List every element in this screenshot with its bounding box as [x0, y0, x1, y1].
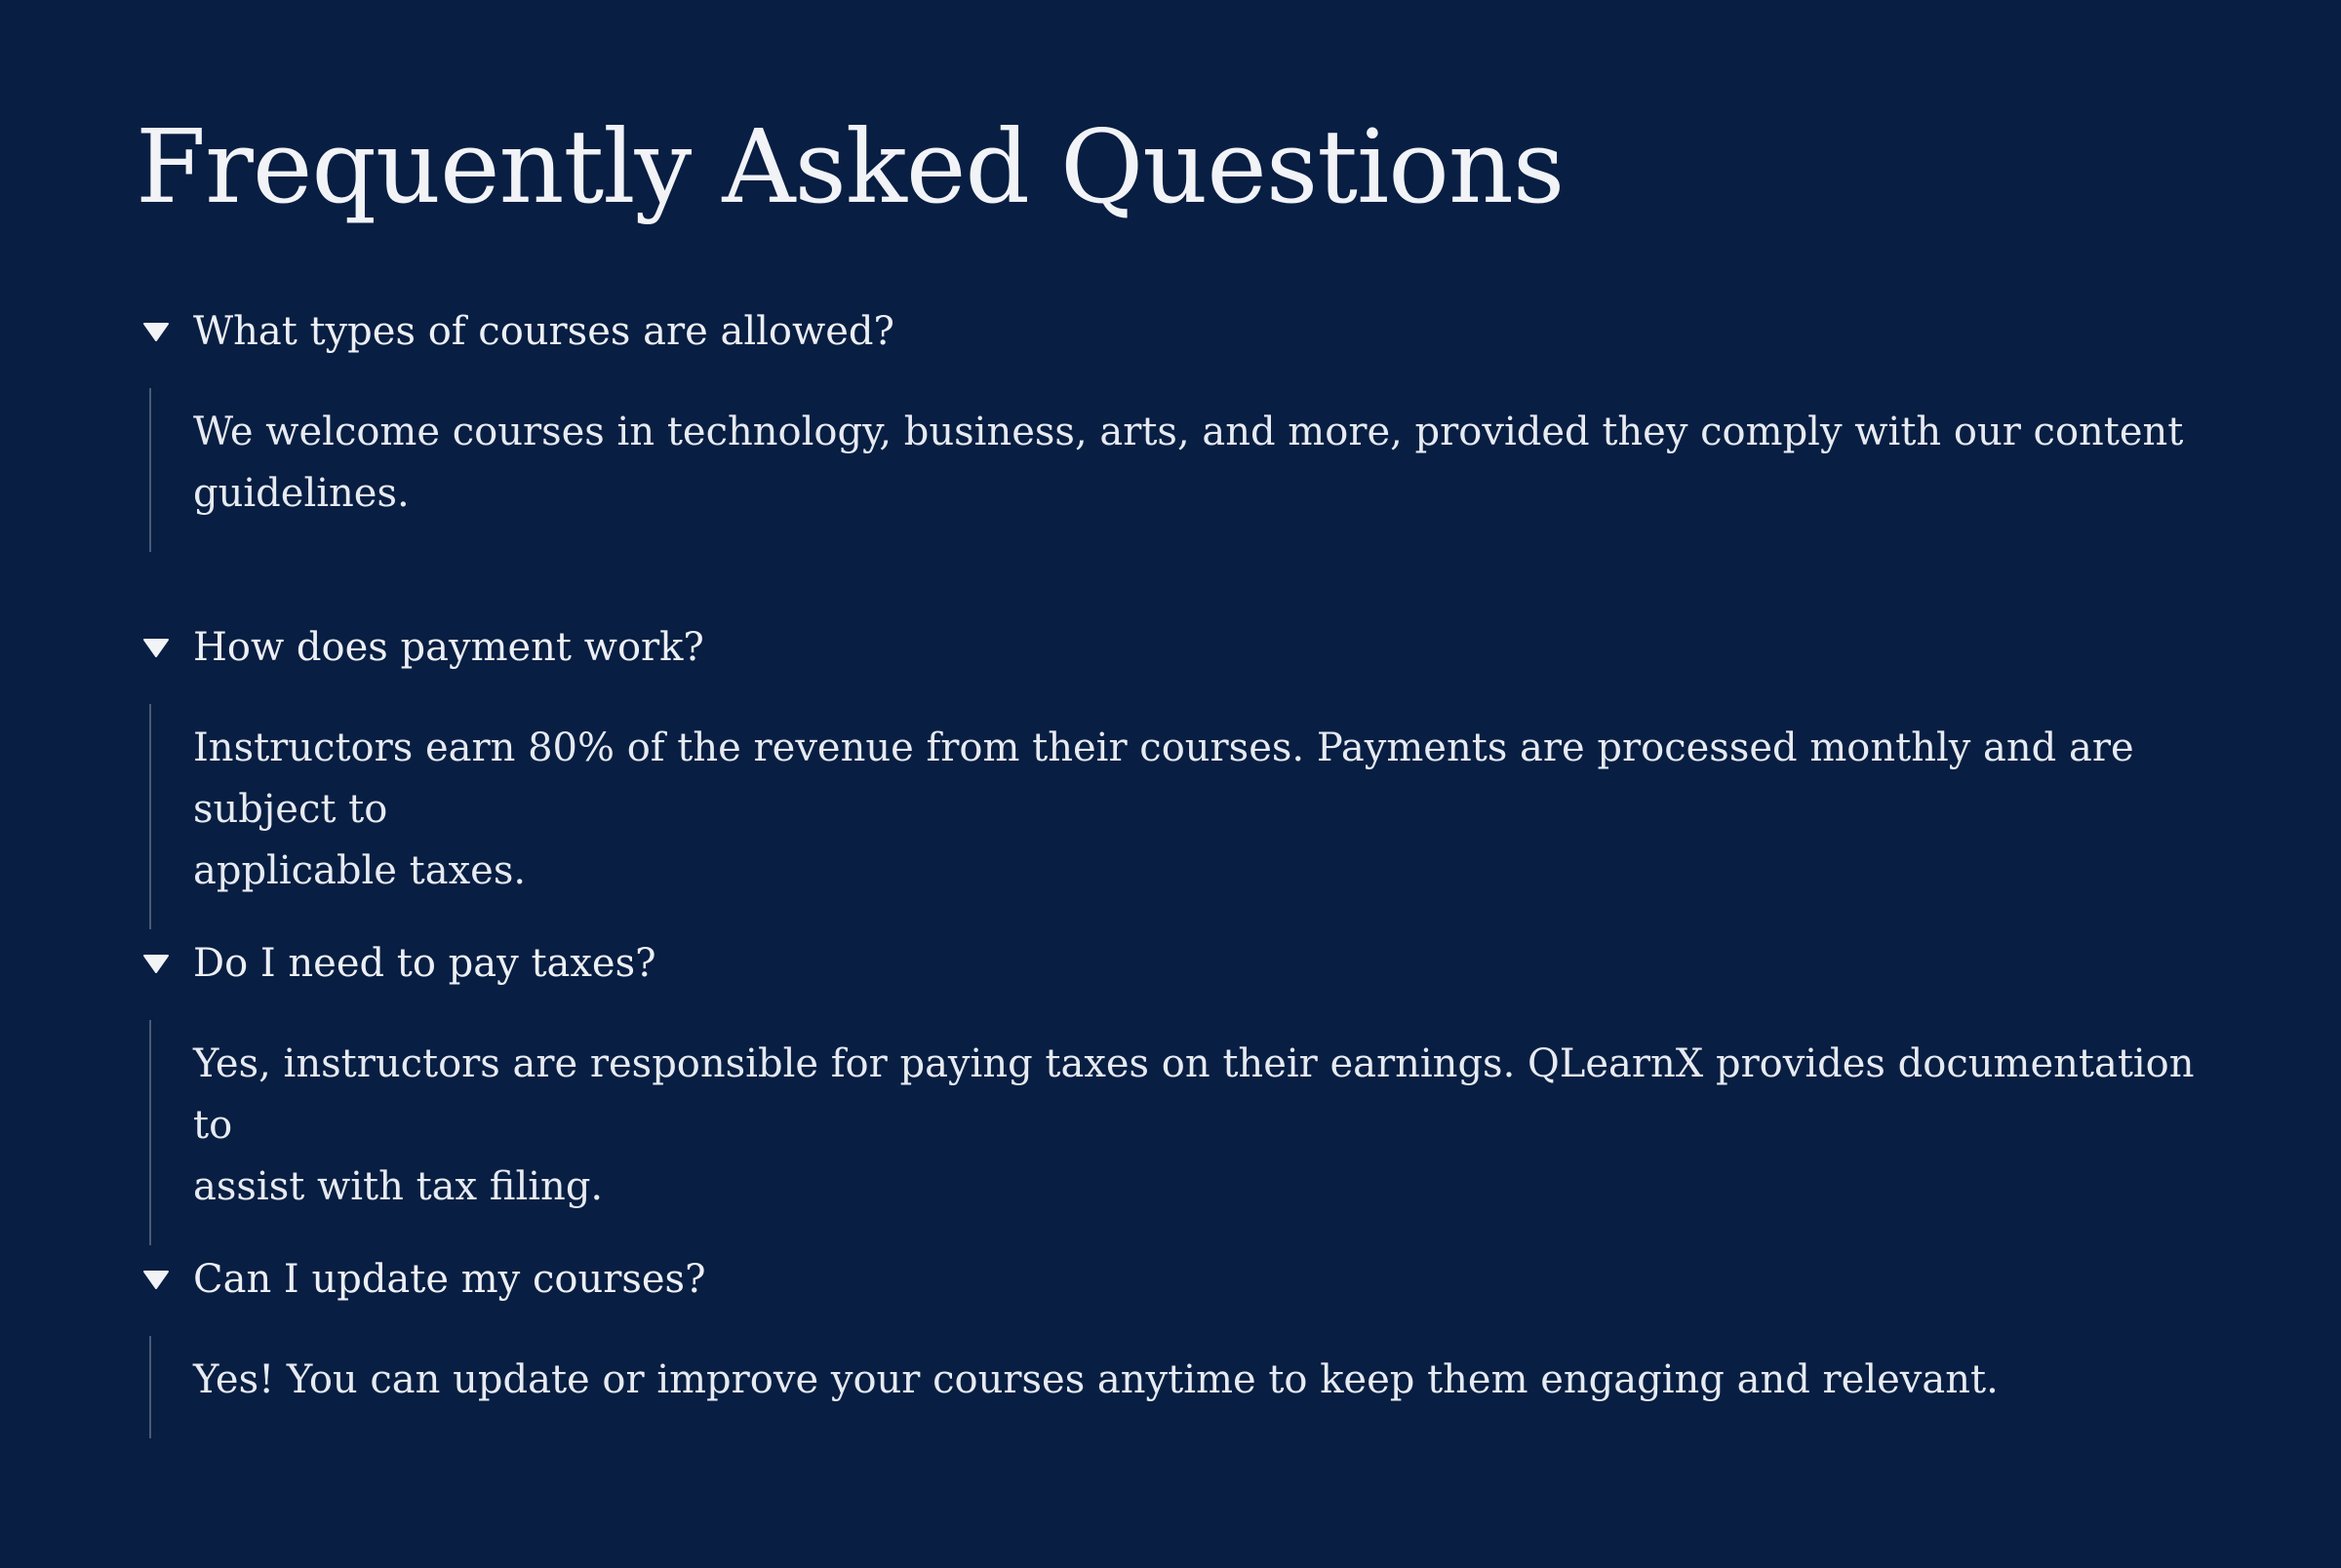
- answer-line: Yes! You can update or improve your courses anytime to keep them engaging and relevant.: [193, 1357, 1999, 1402]
- answer-line: applicable taxes.: [193, 848, 527, 893]
- faq-question-toggle[interactable]: [136, 300, 1501, 363]
- faq-answer: [149, 1020, 2198, 1245]
- answer-line: guidelines.: [193, 471, 410, 516]
- faq-answer: [149, 388, 2198, 552]
- faq-question-toggle[interactable]: [136, 616, 1501, 679]
- answer-line: Yes, instructors are responsible for paying taxes on their earnings. QLearnX provides documentation to: [193, 1041, 2195, 1148]
- page-title: Frequently Asked Questions: [136, 107, 1565, 226]
- faq-question-text: How does payment work?: [193, 625, 704, 670]
- faq-question-text: What types of courses are allowed?: [193, 309, 894, 354]
- faq-answer: [149, 704, 2198, 929]
- faq-answer-text: [193, 1020, 2198, 1245]
- faq-answer-text: [193, 388, 2198, 552]
- faq-answer-text: [193, 704, 2198, 929]
- caret-down-icon: [142, 944, 181, 983]
- answer-line: We welcome courses in technology, business, arts, and more, provided they comply with our content: [193, 410, 2184, 454]
- caret-down-icon: [142, 1260, 181, 1299]
- faq-answer: [149, 1336, 2198, 1438]
- answer-line: assist with tax filing.: [193, 1164, 604, 1209]
- faq-question-text: Do I need to pay taxes?: [193, 941, 656, 986]
- faq-answer-text: [193, 1336, 2198, 1438]
- faq-question-toggle[interactable]: [136, 1248, 1501, 1311]
- caret-down-icon: [142, 312, 181, 351]
- faq-question-toggle[interactable]: [136, 932, 1501, 995]
- answer-line: Instructors earn 80% of the revenue from their courses. Payments are processed monthly and are subject to: [193, 725, 2134, 832]
- caret-down-icon: [142, 628, 181, 667]
- faq-question-text: Can I update my courses?: [193, 1257, 706, 1302]
